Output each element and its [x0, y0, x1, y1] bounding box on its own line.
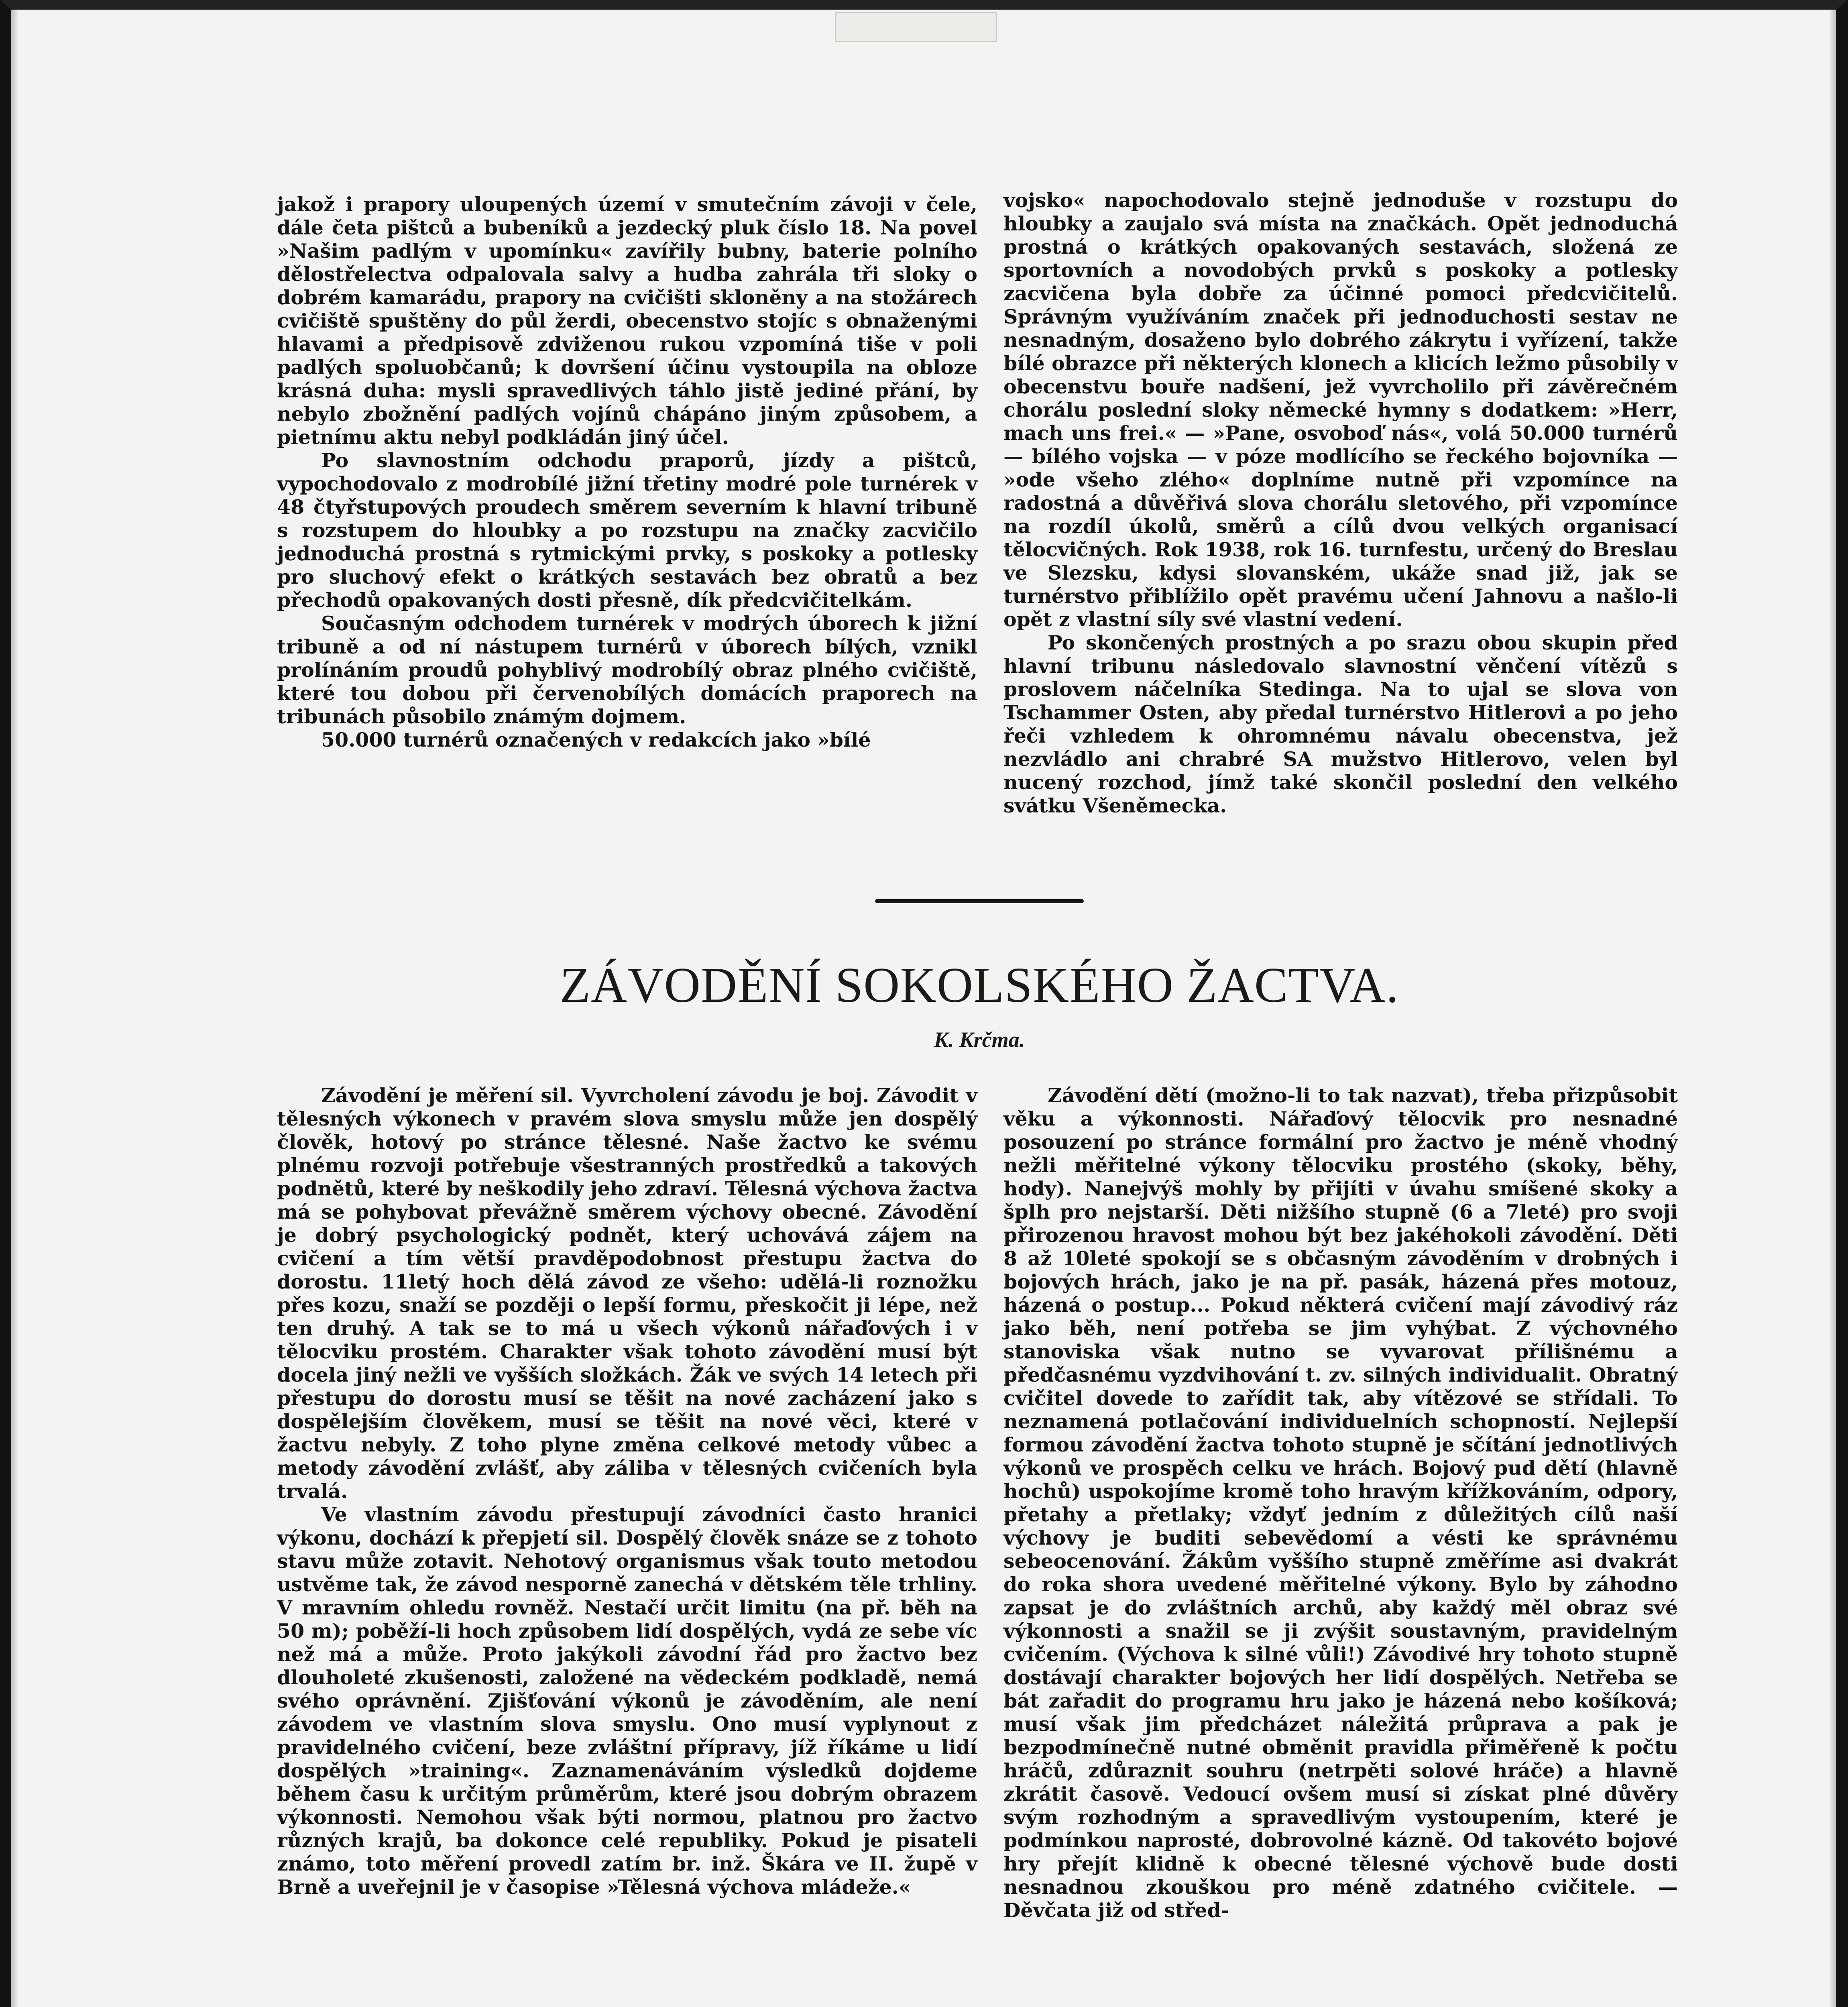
article-author: K. Krčma.	[934, 1028, 1025, 1052]
article-title: ZÁVODĚNÍ SOKOLSKÉHO ŽACTVA.	[560, 958, 1399, 1013]
article-left-column	[277, 1084, 977, 1899]
article-right-column	[1003, 1084, 1678, 1922]
section-divider	[875, 899, 1084, 903]
paragraph: Současným odchodem turnérek v modrých úborech k jižní tribuně a od ní nástupem turnérů v úborech bílých, vznikl prolínáním proudů pohyblivý modrobílý obraz plného cvičiště, které tou dobou při červenobílých domácích praporech na tribunách působilo známým dojmem.	[277, 612, 977, 728]
top-left-column	[277, 193, 977, 751]
paragraph: vojsko« napochodovalo stejně jednoduše v rozstupu do hloubky a zaujalo svá místa na značkách. Opět jednoduchá prostná o krátkých opakovaných sestavách, složená ze sportovních a novodobých prvků s poskoky a potlesky zacvičena byla dobře za účinné pomoci předcvičitelů. Správným využíváním značek při jednoduchosti sestav ne nesnadným, dosaženo bylo dobrého zákrytu i vyřízení, takže bílé obrazce při některých klonech a klicích ležmo působily v obecenstvu bouře nadšení, jež vyvrcholilo při závěrečném chorálu poslední sloky německé hymny s dodatkem: »Herr, mach uns frei.« — »Pane, osvoboď nás«, volá 50.000 turnérů — bílého vojska — v póze modlícího se řeckého bojovníka — »ode všeho zlého« doplníme nutně při vzpomínce na radostná a důvěřivá slova chorálu sletového, při vzpomínce na rozdíl úkolů, směrů a cílů dvou velkých organisací tělocvičných. Rok 1938, rok 16. turnfestu, určený do Breslau ve Slezsku, kdysi slovanském, ukáže snad již, jak se turnérstvo přiblížilo opět pravému učení Jahnovu a našlo-li opět z vlastní síly své vlastní vedení.	[1003, 189, 1678, 631]
paragraph: Závodění dětí (možno-li to tak nazvat), třeba přizpůsobit věku a výkonnosti. Nářaďový tělocvik pro nesnadné posouzení po stránce formální pro žactvo je méně vhodný nežli měřitelné výkony tělocviku prostého (skoky, běhy, hody). Nanejvýš mohly by přijíti v úvahu smíšené skoky a šplh pro nejstarší. Děti nižšího stupně (6 a 7leté) pro svoji přirozenou hravost mohou být bez jakéhokoli závodění. Děti 8 až 10leté spokojí se s občasným závoděním v drobných i bojových hrách, jako je na př. pasák, házená přes motouz, házená o postup... Pokud některá cvičení mají závodivý ráz jako běh, není potřeba se jim vyhýbat. Z výchovného stanoviska však nutno se vyvarovat přílišnému a předčasnému vyzdvihování t. zv. silných individualit. Obratný cvičitel dovede to zařídit tak, aby vítězové se střídali. To neznamená potlačování individuelních schopností. Nejlepší formou závodění žactva tohoto stupně je sčítání jednotlivých výkonů ve prospěch celku ve hrách. Bojový pud dětí (hlavně hochů) uspokojíme kromě toho hravým křížkováním, odpory, přetahy a přetlaky; vždyť jedním z důležitých cílů naší výchovy je buditi sebevědomí a vésti ke správnému sebeocenování. Žákům vyššího stupně změříme asi dvakrát do roka shora uvedené měřitelné výkony. Bylo by záhodno zapsat je do zvláštních archů, aby každý měl obraz své výkonnosti a snažil se ji zvýšit soustavným, pravidelným cvičením. (Výchova k silné vůli!) Závodivé hry tohoto stupně dostávají charakter bojových her lidí dospělých. Netřeba se bát zařadit do programu hru jako je házená nebo košíková; musí však jim předcházet náležitá průprava a pak je bezpodmínečně nutné obměnit pravidla přiměřeně k počtu hráčů, zdůraznit souhru (netrpěti solové hráče) a hlavně zkrátit časově. Vedoucí ovšem musí si získat plné důvěry svým rozhodným a spravedlivým vystoupením, které je podmínkou naprosté, dobrovolné kázně. Od takovéto bojové hry přejít klidně k obecné tělesné výchově bude dosti nesnadnou zkouškou pro méně zdatného cvičitele. — Děvčata již od střed-	[1003, 1084, 1678, 1922]
top-right-column	[1003, 189, 1678, 817]
paragraph: Po slavnostním odchodu praporů, jízdy a pištců, vypochodovalo z modrobílé jižní třetiny modré pole turnérek v 48 čtyřstupových proudech směrem severním k hlavní tribuně s rozstupem do hloubky a po rozstupu na značky zacvičilo jednoduchá prostná s rytmickými prvky, s poskoky a potlesky pro sluchový efekt o krátkých sestavách bez obratů a bez přechodů opakovaných dosti přesně, dík předcvičitelkám.	[277, 449, 977, 612]
page-edge-shadow-right	[1829, 10, 1836, 2007]
paragraph: Závodění je měření sil. Vyvrcholení závodu je boj. Závodit v tělesných výkonech v pravém slova smyslu může jen dospělý člověk, hotový po stránce tělesné. Naše žactvo ke svému plnému rozvoji potřebuje všestranných prostředků a takových podnětů, které by neškodily jeho zdraví. Tělesná výchova žactva má se pohybovat převážně směrem výchovy obecné. Závodění je dobrý psychologický podnět, který uchovává zájem na cvičení a tím větší pravděpodobnost přestupu žactva do dorostu. 11letý hoch dělá závod ze všeho: udělá-li roznožku přes kozu, snaží se později o lepší formu, přeskočit ji lépe, než ten druhý. A tak se to má u všech výkonů nářaďových i v tělocviku prostém. Charakter však tohoto závodění musí být docela jiný nežli ve vyšších složkách. Žák ve svých 14 letech při přestupu do dorostu musí se těšit na nové zacházení jako s dospělejším člověkem, musí se těšit na nové věci, které v žactvu nebyly. Z toho plyne změna celkové metody vůbec a metody závodění zvlášť, aby záliba v tělesných cvičeních byla trvalá.	[277, 1084, 977, 1503]
paragraph: 50.000 turnérů označených v redakcích jako »bílé	[321, 728, 871, 751]
paragraph: jakož i prapory uloupených území v smutečním závoji v čele, dále četa pištců a bubeníků a jezdecký pluk číslo 18. Na povel »Našim padlým v upomínku« zavířily bubny, baterie polního dělostřelectva odpalovala salvy a hudba zahrála tři sloky o dobrém kamarádu, prapory na cvičišti skloněny a na stožárech cvičiště spuštěny do půl žerdi, obecenstvo stojíc s obnaženými hlavami a předpisově zdviženou rukou vzpomíná tiše v poli padlých spoluobčanů; k dovršení účinu vystoupila na obloze krásná duha: mysli spravedlivých táhlo jistě jediné přání, by nebylo zbožnění padlých vojínů chápáno jiným způsobem, a pietnímu aktu nebyl podkládán jiný účel.	[277, 193, 977, 449]
page-edge-shadow-left	[11, 10, 18, 2007]
paragraph: Po skončených prostných a po srazu obou skupin před hlavní tribunu následovalo slavnostní věnčení vítězů s proslovem náčelníka Stedinga. Na to ujal se slova von Tschammer Osten, aby předal turnérstvo Hitlerovi a po jeho řeči vzhledem k ohromnému návalu obecenstva, jež nezvládlo ani chrabré SA mužstvo Hitlerovo, velen byl nucený rozchod, jímž také skončil poslední den velkého svátku Všeněmecka.	[1003, 631, 1678, 817]
paragraph: Ve vlastním závodu přestupují závodníci často hranici výkonu, dochází k přepjetí sil. Dospělý člověk snáze se z tohoto stavu může zotavit. Nehotový organismus však touto metodou ustvěme tak, že závod nesporně zanechá v dětském těle trhliny. V mravním ohledu rovněž. Nestačí určit limitu (na př. běh na 50 m); poběží-li hoch způsobem lidí dospělých, vydá ze sebe víc než má a může. Proto jakýkoli závodní řád pro žactvo bez dlouholeté zkušenosti, založené na vědeckém podkladě, nemá svého oprávnění. Zjišťování výkonů je závoděním, ale není závodem ve vlastním slova smyslu. Ono musí vyplynout z pravidelného cvičení, beze zvláštní přípravy, jíž říkáme u lidí dospělých »training«. Zaznamenáváním výsledků dojdeme během času k určitým průměrům, které jsou dobrým obrazem výkonnosti. Nemohou však býti normou, platnou pro žactvo různých krajů, ba dokonce celé republiky. Pokud je pisateli známo, toto měření provedl zatím br. inž. Škára ve II. župě v Brně a uveřejnil je v časopise »Tělesná výchova mládeže.«	[277, 1503, 977, 1899]
tape-mark	[835, 12, 997, 42]
